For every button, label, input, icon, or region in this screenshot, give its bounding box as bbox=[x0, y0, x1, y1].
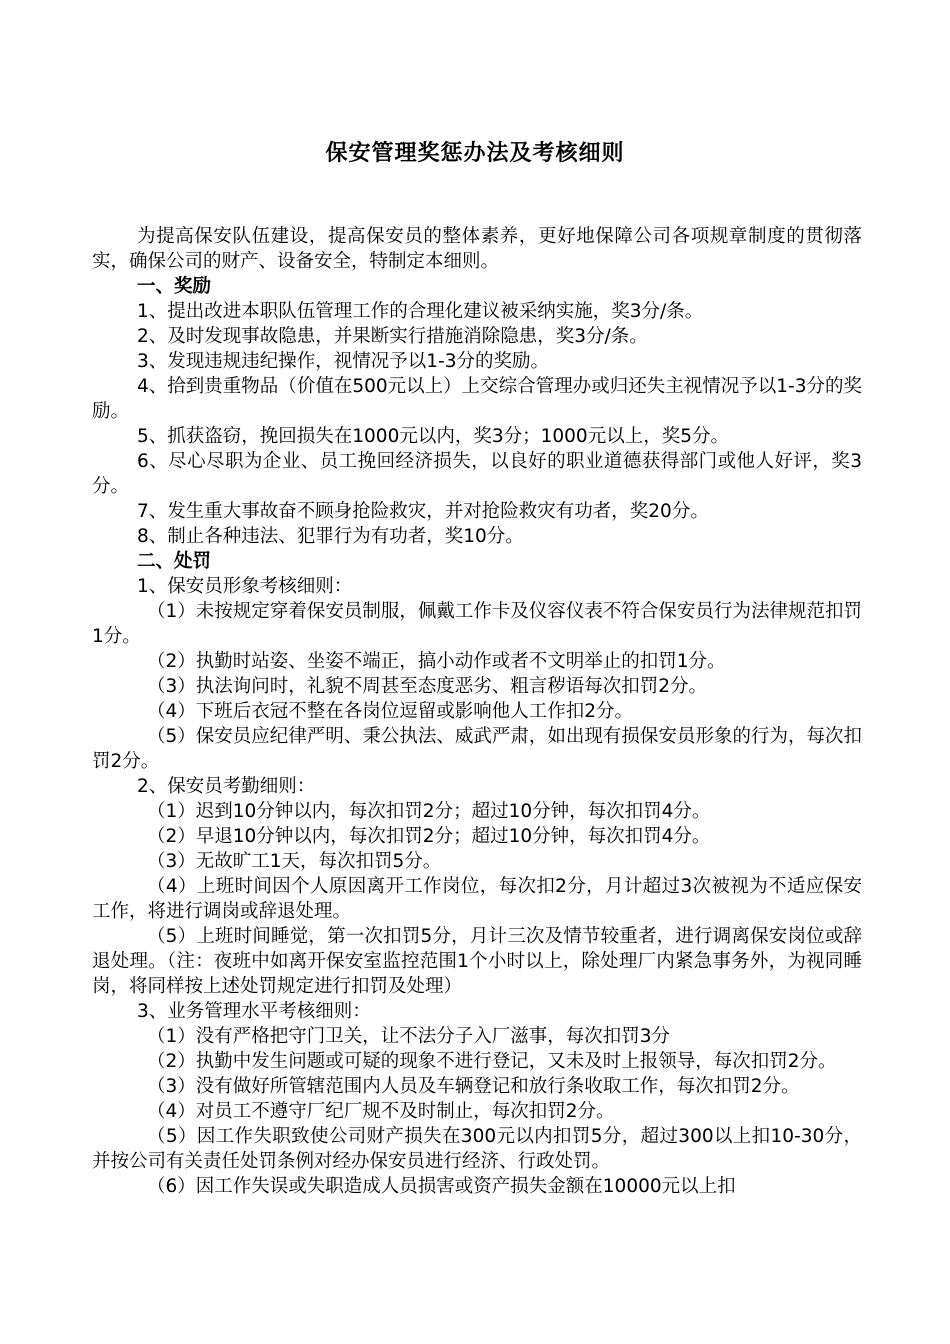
reward-item: 4、拾到贵重物品（价值在500元以上）上交综合管理办或归还失主视情况予以1-3分的奖励。 bbox=[92, 376, 862, 422]
reward-item: 3、发现违规违纪操作，视情况予以1-3分的奖励。 bbox=[137, 351, 549, 372]
subsection-title-image: 1、保安员形象考核细则： bbox=[137, 576, 353, 597]
penalty-item: （3）执法询问时，礼貌不周甚至态度恶劣、粗言秽语每次扣罚2分。 bbox=[147, 676, 708, 697]
document-title: 保安管理奖惩办法及考核细则 bbox=[325, 141, 625, 166]
penalty-item: （2）执勤时站姿、坐姿不端正，搞小动作或者不文明举止的扣罚1分。 bbox=[147, 651, 726, 672]
penalty-item: （1）迟到10分钟以内，每次扣罚2分；超过10分钟，每次扣罚4分。 bbox=[147, 801, 711, 822]
penalty-item: （5）保安员应纪律严明、秉公执法、威武严肃，如出现有损保安员形象的行为，每次扣罚2分。 bbox=[92, 726, 862, 772]
penalty-item: （6）因工作失误或失职造成人员损害或资产损失金额在10000元以上扣 bbox=[147, 1176, 736, 1197]
penalty-item: （4）上班时间因个人原因离开工作岗位，每次扣2分，月计超过3次被视为不适应保安工作，将进行调岗或辞退处理。 bbox=[92, 876, 862, 922]
reward-item: 6、尽心尽职为企业、员工挽回经济损失，以良好的职业道德获得部门或他人好评，奖3分。 bbox=[92, 451, 862, 497]
penalty-item: （5）上班时间睡觉，第一次扣罚5分，月计三次及情节较重者，进行调离保安岗位或辞退处理。（注：夜班中如离开保安室监控范围1个小时以上，除处理厂内紧急事务外，为视同睡岗，将同样按上述处罚规定进行扣罚及处理） bbox=[92, 926, 862, 997]
reward-item: 5、抓获盗窃，挽回损失在1000元以内，奖3分；1000元以上，奖5分。 bbox=[137, 426, 729, 447]
reward-item: 8、制止各种违法、犯罪行为有功者，奖10分。 bbox=[137, 526, 524, 547]
penalty-item: （4）对员工不遵守厂纪厂规不及时制止，每次扣罚2分。 bbox=[147, 1101, 615, 1122]
subsection-title-attendance: 2、保安员考勤细则： bbox=[137, 776, 316, 797]
intro-paragraph: 为提高保安队伍建设，提高保安员的整体素养，更好地保障公司各项规章制度的贯彻落实，确保公司的财产、设备安全，特制定本细则。 bbox=[92, 226, 862, 272]
subsection-title-business: 3、业务管理水平考核细则： bbox=[137, 1001, 371, 1022]
document-body bbox=[92, 224, 862, 1199]
penalty-item: （4）下班后衣冠不整在各岗位逗留或影响他人工作扣2分。 bbox=[147, 701, 634, 722]
penalty-item: （2）早退10分钟以内，每次扣罚2分；超过10分钟，每次扣罚4分。 bbox=[147, 826, 711, 847]
section-heading-rewards: 一、奖励 bbox=[137, 276, 212, 297]
penalty-item: （5）因工作失职致使公司财产损失在300元以内扣罚5分，超过300以上扣10-30分，并按公司有关责任处罚条例对经办保安员进行经济、行政处罚。 bbox=[92, 1126, 862, 1172]
section-heading-penalties: 二、处罚 bbox=[137, 551, 212, 572]
reward-item: 7、发生重大事故奋不顾身抢险救灾，并对抢险救灾有功者，奖20分。 bbox=[137, 501, 709, 522]
penalty-item: （1）未按规定穿着保安员制服，佩戴工作卡及仪容仪表不符合保安员行为法律规范扣罚1分。 bbox=[92, 601, 862, 647]
reward-item: 2、及时发现事故隐患，并果断实行措施消除隐患，奖3分/条。 bbox=[137, 326, 648, 347]
reward-item: 1、提出改进本职队伍管理工作的合理化建议被采纳实施，奖3分/条。 bbox=[137, 301, 704, 322]
penalty-item: （2）执勤中发生问题或可疑的现象不进行登记，又未及时上报领导，每次扣罚2分。 bbox=[147, 1051, 837, 1072]
penalty-item: （3）没有做好所管辖范围内人员及车辆登记和放行条收取工作，每次扣罚2分。 bbox=[147, 1076, 800, 1097]
penalty-item: （1）没有严格把守门卫关，让不法分子入厂滋事，每次扣罚3分 bbox=[147, 1026, 671, 1047]
penalty-item: （3）无故旷工1天，每次扣罚5分。 bbox=[147, 851, 442, 872]
